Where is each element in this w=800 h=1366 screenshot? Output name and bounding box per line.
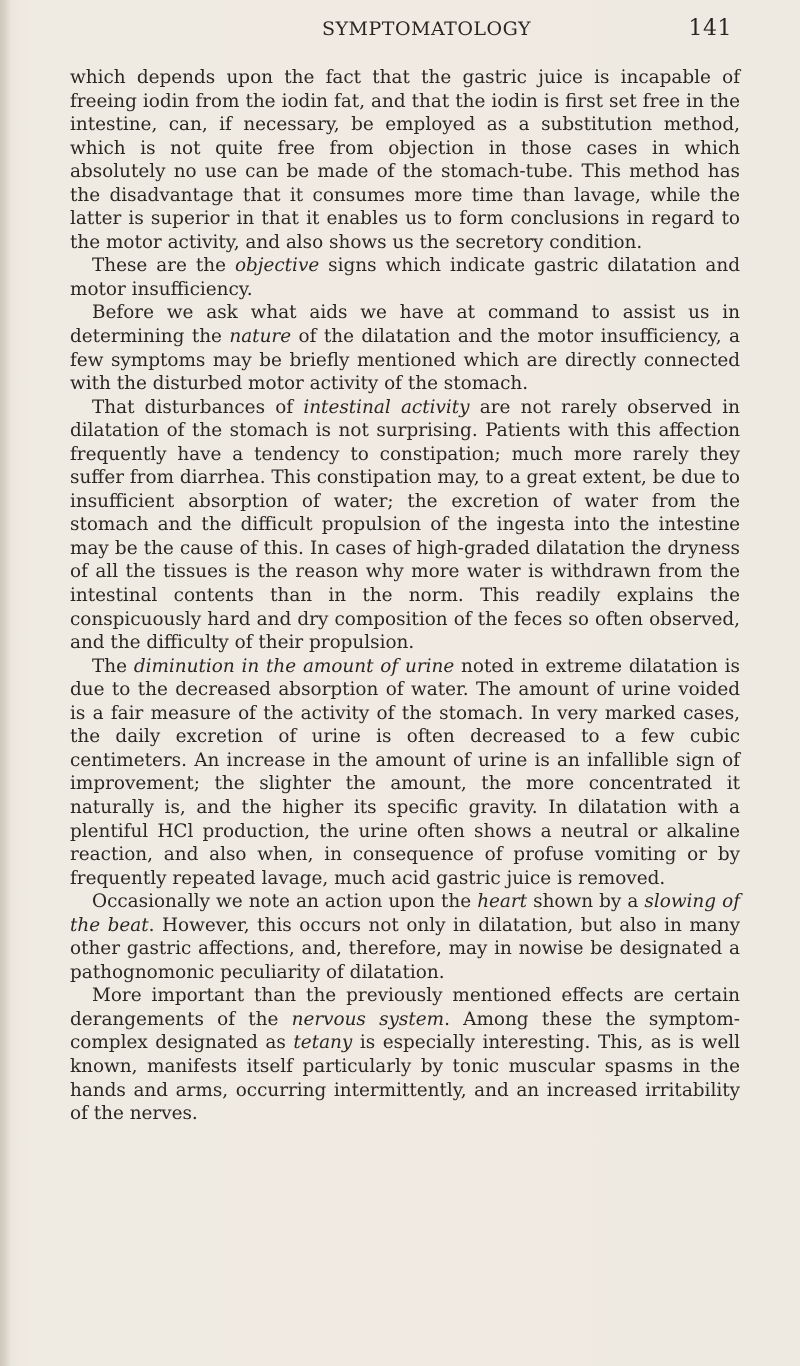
italic-emphasis: tetany (293, 1032, 353, 1054)
italic-emphasis: diminution in the amount of urine (133, 655, 455, 677)
italic-emphasis: heart (477, 891, 528, 913)
paragraph (70, 301, 740, 395)
body-text (70, 66, 740, 1126)
paragraph (70, 66, 740, 254)
italic-emphasis: intestinal activity (303, 396, 470, 418)
text-run: are not rarely observed in dilatation of the stomach is not surprising. Patients with this affection frequently have a tendency to constipation; much more rarely they suffer from diarrhea. This constipation may, to a great extent, be due to insufficient absorption of water; the excretion of water from the stomach and the difficult propulsion of the ingesta into the intestine may be the cause of this. In cases of high-graded dilatation the dryness of all the tissues is the reason why more water is withdrawn from the intestinal contents than in the norm. This readily explains the conspicuously hard and dry composition of the feces so often observed, and the difficulty of their propulsion. (70, 396, 741, 654)
italic-emphasis: nature (229, 326, 292, 348)
text-run: . Among these the symptom-complex designated as (70, 1008, 740, 1054)
paragraph (70, 655, 740, 890)
page-header (70, 14, 732, 44)
text-run: noted in extreme dilatation is due to the decreased absorption of water. The amount of urine voided is a fair measure of the activity of the stomach. In very marked cases, the daily excretion of urine is often decreased to a few cubic centimeters. An increase in the amount of urine is an infallible sign of improvement; the slighter the amount, the more concentrated it naturally is, and the higher its specific gravity. In dilatation with a plentiful HCl production, the urine often shows a neutral or alkaline reaction, and also when, in consequence of profuse vomiting or by frequently repeated lavage, much acid gastric juice is removed. (70, 655, 740, 889)
text-run: These are the (92, 255, 235, 277)
text-run: Occasionally we note an action upon the (92, 891, 478, 913)
paragraph (70, 890, 740, 984)
text-run: . However, this occurs not only in dilatation, but also in many other gastric affections, and, therefore, may in nowise be designated a pathognomonic peculiarity of dilatation. (70, 914, 740, 983)
italic-emphasis: nervous system (291, 1008, 445, 1030)
italic-emphasis: objective (234, 255, 320, 277)
binding-gutter-shadow (0, 0, 12, 1366)
text-run: That disturbances of (92, 396, 304, 418)
running-head: SYMPTOMATOLOGY (322, 18, 532, 40)
paragraph (70, 396, 740, 655)
text-run: signs which indicate gastric dilatation and motor insufficiency. (70, 255, 740, 300)
text-run: which depends upon the fact that the gastric juice is incapable of freeing iodin from the iodin fat, and that the iodin is first set free in the intestine, can, if necessary, be employed as a substitution method, which is not quite free from objection in those cases in which absolutely no use can be made of the stomach-tube. This method has the disadvantage that it consumes more time than lavage, while the latter is superior in that it enables us to form conclusions in regard to the motor activity, and also shows us the secretory condition. (70, 67, 740, 253)
text-run: More important than the previously mentioned effects are certain derangements of the (70, 985, 740, 1030)
text-run: of the dilatation and the motor insufficiency, a few symptoms may be briefly mentioned which are directly connected with the disturbed motor activity of the stomach. (70, 326, 740, 395)
text-run: is especially interesting. This, as is well known, manifests itself particularly by tonic muscular spasms in the hands and arms, occurring intermittently, and an increased irritability of the nerves. (70, 1032, 740, 1125)
text-run: shown by a (527, 891, 645, 913)
paragraph (70, 984, 740, 1125)
page-number: 141 (688, 16, 732, 41)
text-run: The (92, 655, 134, 677)
paragraph (70, 254, 740, 301)
text-run: Before we ask what aids we have at command to assist us in determining the (70, 302, 740, 348)
italic-emphasis: slowing of the beat (70, 891, 740, 936)
